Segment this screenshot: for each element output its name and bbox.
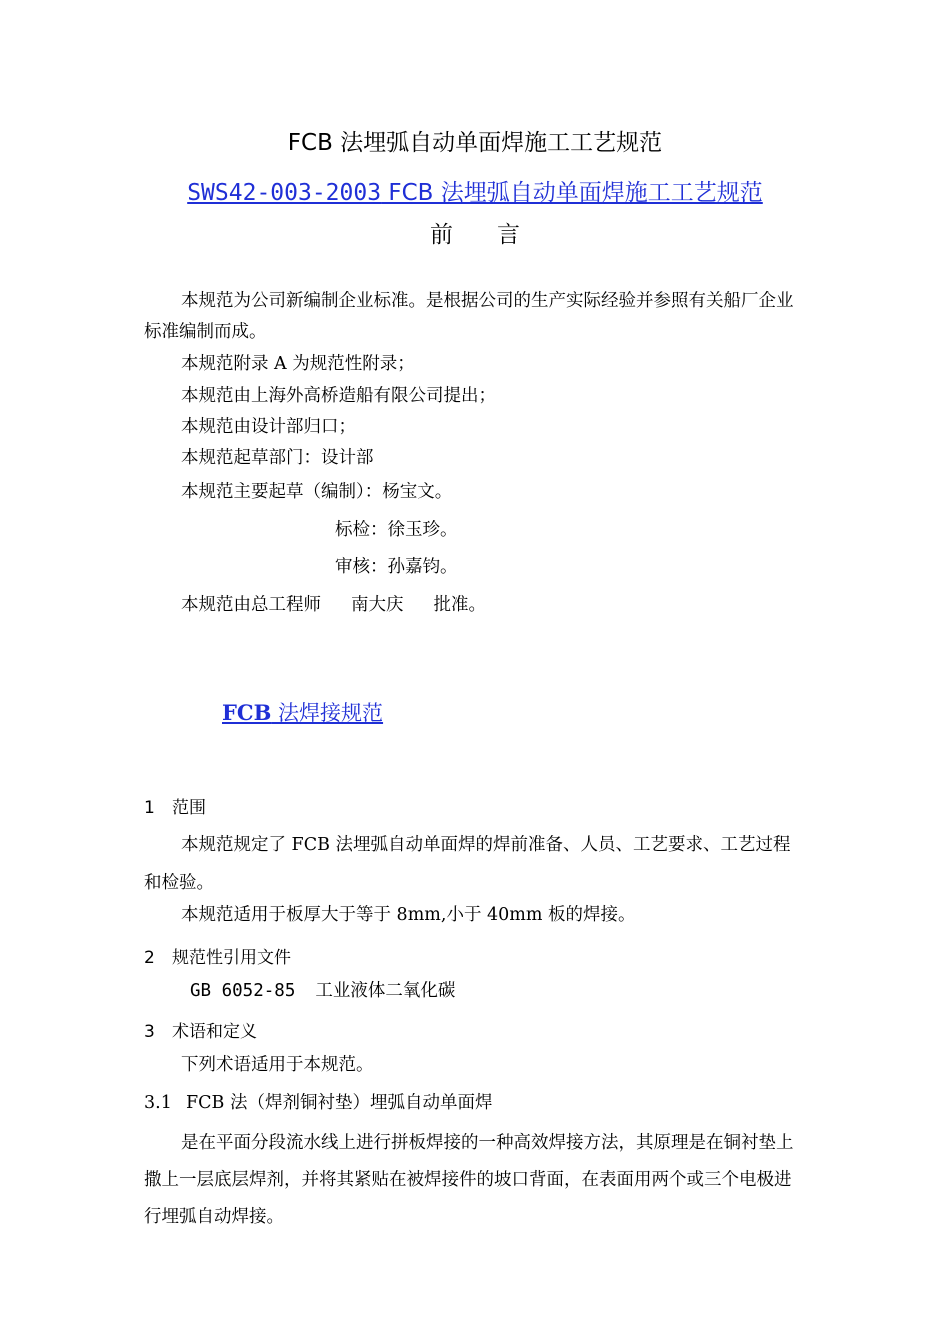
foreword-heading (0, 216, 950, 249)
fcb-link-bold[interactable]: FCB (222, 700, 272, 725)
fcb-link-text[interactable]: 法焊接规范 (271, 701, 384, 725)
foreword-reviewer-line: 审核：孙嘉钧。 (335, 557, 458, 577)
foreword-proposed-line: 本规范由上海外高桥造船有限公司提出； (181, 386, 496, 406)
section-1-paragraph-2: 本规范适用于板厚大于等于 8mm,小于 40mm 板的焊接。 (181, 905, 636, 925)
foreword-approval-line (181, 590, 486, 621)
reference-entry (190, 976, 455, 1007)
document-title: FCB 法埋弧自动单面焊施工工艺规范 (287, 130, 663, 156)
section-1-number: 1 (144, 798, 155, 818)
section-3-title: 术语和定义 (172, 1022, 257, 1042)
section-1-heading (144, 793, 206, 818)
reference-title: 工业液体二氧化碳 (315, 981, 456, 1001)
subsection-3-1-paragraph: 是在平面分段流水线上进行拼板焊接的一种高效焊接方法，其原理是在铜衬垫上撒上一层底层焊剂，并将其紧贴在被焊接件的坡口背面，在表面用两个或三个电极进行埋弧自动焊接。 (144, 1133, 794, 1227)
section-2-heading (144, 943, 291, 968)
section-3-heading (144, 1017, 257, 1042)
document-title-link[interactable] (0, 174, 950, 207)
section-3-intro: 下列术语适用于本规范。 (181, 1055, 374, 1075)
foreword-drafting-dept-line: 本规范起草部门：设计部 (181, 448, 374, 468)
foreword-appendix-line: 本规范附录 A 为规范性附录； (181, 354, 415, 374)
section-1-paragraph-1: 本规范规定了 FCB 法埋弧自动单面焊的焊前准备、人员、工艺要求、工艺过程和检验。 (144, 835, 791, 893)
section-2-number: 2 (144, 948, 155, 968)
approval-name: 南大庆 (351, 595, 404, 615)
foreword-checker-line: 标检：徐玉珍。 (335, 520, 458, 540)
subsection-3-1-number: 3.1 (144, 1093, 172, 1113)
approval-action: 批准。 (433, 595, 486, 615)
foreword-main-drafter-line: 本规范主要起草（编制）：杨宝文。 (181, 482, 453, 502)
subsection-3-1-title: FCB 法（焊剂铜衬垫）埋弧自动单面焊 (186, 1093, 493, 1113)
foreword-heading-right: 言 (497, 222, 520, 248)
approval-label: 本规范由总工程师 (181, 595, 321, 615)
fcb-welding-spec-link[interactable] (222, 697, 383, 727)
standard-code[interactable]: SWS42-003-2003 (187, 180, 382, 206)
foreword-paragraph: 本规范为公司新编制企业标准。是根据公司的生产实际经验并参照有关船厂企业标准编制而成。 (144, 291, 794, 342)
section-2-title: 规范性引用文件 (172, 948, 291, 968)
subsection-3-1-heading (144, 1088, 492, 1119)
reference-code: GB 6052-85 (190, 981, 296, 1001)
foreword-heading-left: 前 (430, 222, 453, 248)
section-1-title: 范围 (172, 798, 206, 818)
standard-title-text[interactable]: FCB 法埋弧自动单面焊施工工艺规范 (381, 180, 763, 206)
section-3-number: 3 (144, 1022, 155, 1042)
foreword-owner-line: 本规范由设计部归口； (181, 417, 356, 437)
